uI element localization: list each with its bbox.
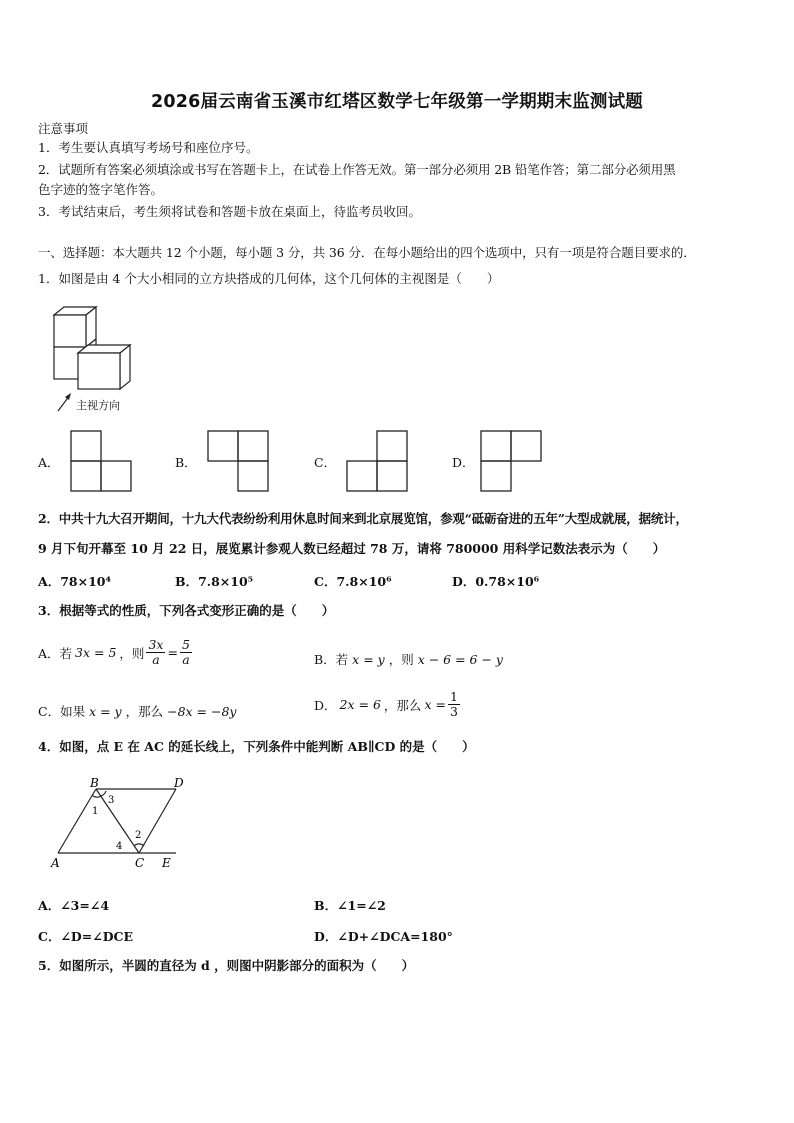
q4-angle-3-label: 3 xyxy=(108,795,115,806)
q2-option-b[interactable]: B．7.8×10⁵ xyxy=(175,574,254,589)
notice-item-1: 1．考生要认真填写考场号和座位序号。 xyxy=(38,140,259,155)
q4-line-ab xyxy=(58,789,99,853)
q1-stem: 1．如图是由 4 个大小相同的立方块搭成的几何体，这个几何体的主视图是（ ） xyxy=(38,271,500,286)
q3-option-d-then: ，那么 xyxy=(383,697,422,713)
q3-stem: 3．根据等式的性质，下列各式变形正确的是（ ） xyxy=(38,603,335,618)
q4-option-b[interactable]: B．∠1=∠2 xyxy=(314,898,386,913)
q4-line-cd xyxy=(139,789,176,853)
q3-option-d-lhs: x = xyxy=(424,697,446,712)
q1-option-d-figure xyxy=(480,430,544,494)
q4-angle-1-label: 1 xyxy=(92,806,99,817)
q3-option-c-condition: x = y xyxy=(89,704,122,719)
q3-option-a-fraction-right: $\frac{5}{a}$ xyxy=(181,637,190,667)
q3-option-c-then: ，那么 xyxy=(125,704,164,719)
q1-cube-front-upper xyxy=(54,315,86,347)
notice-item-3: 3．考试结束后，考生须将试卷和答题卡放在桌面上，待监考员收回。 xyxy=(38,204,421,219)
q3-option-a-equals: = xyxy=(167,645,178,660)
q3-option-b-then: ，则 xyxy=(388,652,414,667)
q3-option-c-result: −8x = −8y xyxy=(167,704,237,719)
q1-option-d-label[interactable]: D． xyxy=(452,455,475,470)
q4-label-c: C xyxy=(135,856,145,870)
q5-stem: 5．如图所示，半圆的直径为 d ，则图中阴影部分的面积为（ ） xyxy=(38,958,415,973)
q4-option-c[interactable]: C．∠D=∠DCE xyxy=(38,929,134,944)
q1-arrow-head xyxy=(65,393,71,400)
q2-stem-line-2: 9 月下旬开幕至 10 月 22 日，展览累计参观人数已经超过 78 万，请将 780000 用科学记数法表示为（ ） xyxy=(38,541,666,556)
q3-option-d-condition: 2x = 6 xyxy=(339,697,381,712)
q4-label-d: D xyxy=(174,776,184,790)
q1-figure-label: 主视方向 xyxy=(76,399,120,412)
q3-option-d[interactable] xyxy=(314,690,462,719)
q1-option-b-label[interactable]: B． xyxy=(175,455,197,470)
q4-option-d[interactable]: D．∠D+∠DCA=180° xyxy=(314,929,453,944)
q4-label-e: E xyxy=(162,856,171,870)
q4-angle-3-arc xyxy=(100,791,106,796)
q2-option-a[interactable]: A．78×10⁴ xyxy=(38,574,111,589)
q1-cube-front-face xyxy=(78,353,120,389)
q4-geometry-figure xyxy=(48,774,198,874)
q3-option-a-fraction-left: $\frac{3x}{a}$ xyxy=(148,637,164,667)
q4-angle-2-label: 2 xyxy=(135,830,142,841)
q1-option-a-label[interactable]: A． xyxy=(38,455,60,470)
q1-option-a-figure xyxy=(70,430,134,494)
notice-heading: 注意事项 xyxy=(38,121,89,136)
q3-option-b-condition: x = y xyxy=(352,652,385,667)
q3-option-d-prefix: D． xyxy=(314,697,337,713)
q1-option-b-figure xyxy=(207,430,271,494)
q4-label-a: A xyxy=(51,856,60,870)
q2-stem-line-1: 2．中共十九大召开期间，十九大代表纷纷利用休息时间来到北京展览馆，参观“砥砺奋进的五年”大型成就展，据统计， xyxy=(38,511,688,526)
q1-option-c-label[interactable]: C． xyxy=(314,455,337,470)
q3-option-c[interactable] xyxy=(38,702,236,720)
q3-option-d-fraction: $\frac{1}{3}$ xyxy=(449,689,458,719)
q4-option-a[interactable]: A．∠3=∠4 xyxy=(38,898,110,913)
q3-option-a-then: ，则 xyxy=(119,645,145,661)
q4-angle-4-label: 4 xyxy=(116,841,123,852)
q3-option-b-result: x − 6 = 6 − y xyxy=(417,652,503,667)
q4-stem: 4．如图，点 E 在 AC 的延长线上，下列条件中能判断 AB∥CD 的是（ ） xyxy=(38,739,475,754)
section-heading: 一、选择题：本大题共 12 个小题，每小题 3 分，共 36 分．在每小题给出的四个选项中，只有一项是符合题目要求的． xyxy=(38,245,696,260)
page-title: 2026届云南省玉溪市红塔区数学七年级第一学期期末监测试题 xyxy=(150,92,643,112)
q1-option-c-figure xyxy=(346,430,410,494)
q1-cube-front-side xyxy=(120,345,130,389)
q2-option-d[interactable]: D．0.78×10⁶ xyxy=(452,574,540,589)
notice-item-2-line-2: 色字迹的签字笔作答。 xyxy=(38,182,164,197)
q2-option-c[interactable]: C．7.8×10⁶ xyxy=(314,574,392,589)
q3-option-b-prefix: B．若 xyxy=(314,652,349,667)
notice-item-2-line-1: 2．试题所有答案必须填涂或书写在答题卡上，在试卷上作答无效。第一部分必须用 2B 铅笔作答；第二部分必须用黑 xyxy=(38,162,676,177)
q4-angle-2-4-arc xyxy=(134,844,144,846)
q3-option-a-condition: 3x = 5 xyxy=(75,645,117,660)
q3-option-b[interactable] xyxy=(314,650,503,668)
q4-label-b: B xyxy=(90,776,99,790)
q3-option-c-prefix: C．如果 xyxy=(38,704,86,719)
q3-option-a[interactable] xyxy=(38,638,194,667)
q3-option-a-prefix: A．若 xyxy=(38,645,73,661)
